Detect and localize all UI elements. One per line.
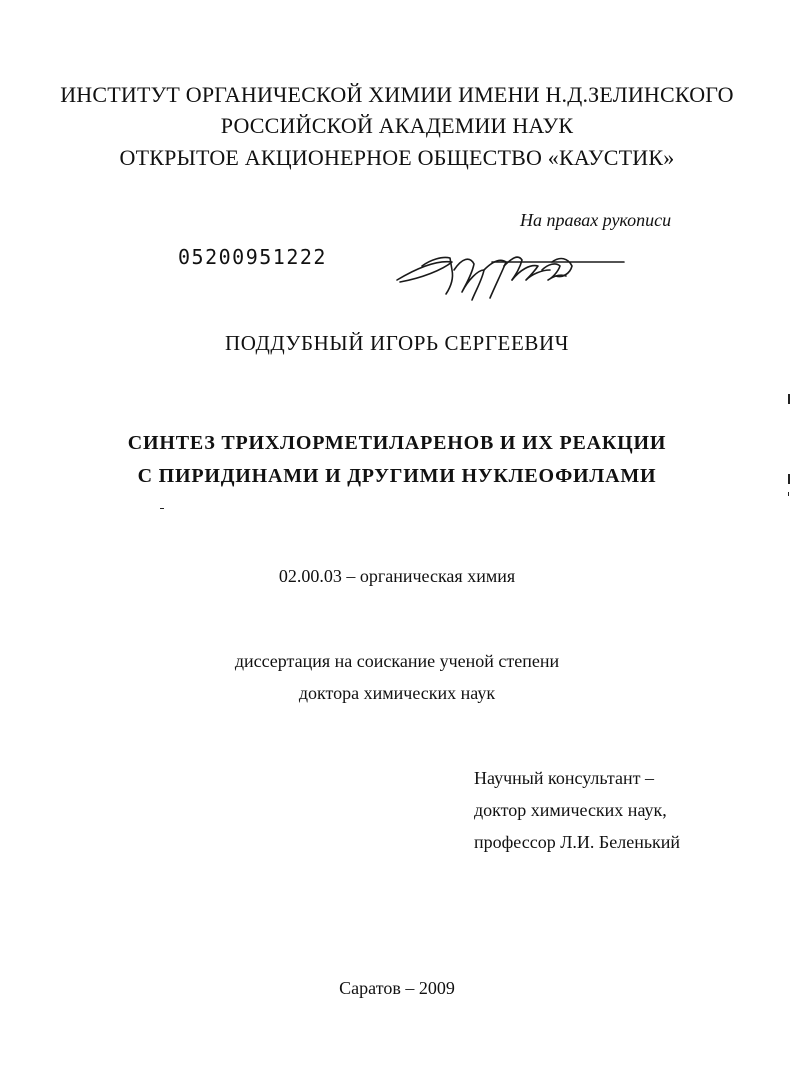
- degree-line2: доктора химических наук: [298, 683, 496, 703]
- header-company: ОТКРЫТОЕ АКЦИОНЕРНОЕ ОБЩЕСТВО «КАУСТИК»: [119, 145, 675, 170]
- consultant-name: профессор Л.И. Беленький: [474, 832, 681, 852]
- signature-image: [392, 240, 627, 310]
- header-academy: РОССИЙСКОЙ АКАДЕМИИ НАУК: [220, 113, 574, 138]
- author-name: ПОДДУБНЫЙ ИГОРЬ СЕРГЕЕВИЧ: [224, 331, 570, 355]
- document-number: 05200951222: [178, 245, 327, 269]
- scan-mark: [788, 474, 790, 484]
- dissertation-title-line1: СИНТЕЗ ТРИХЛОРМЕТИЛАРЕНОВ И ИХ РЕАКЦИИ: [127, 432, 667, 454]
- specialty-code: 02.00.03 – органическая химия: [278, 566, 516, 586]
- dissertation-title-line2: С ПИРИДИНАМИ И ДРУГИМИ НУКЛЕОФИЛАМИ: [137, 465, 657, 487]
- header-institute: ИНСТИТУТ ОРГАНИЧЕСКОЙ ХИМИИ ИМЕНИ Н.Д.ЗЕЛИНСКОГО: [60, 82, 734, 107]
- scan-mark: [788, 394, 790, 404]
- scan-mark: [160, 508, 164, 509]
- degree-line1: диссертация на соискание ученой степени: [234, 651, 560, 671]
- consultant-degree: доктор химических наук,: [474, 800, 667, 820]
- place-year: Саратов – 2009: [339, 978, 455, 998]
- rights-note: На правах рукописи: [520, 210, 672, 230]
- scan-mark: [788, 492, 789, 496]
- consultant-role: Научный консультант –: [474, 768, 654, 788]
